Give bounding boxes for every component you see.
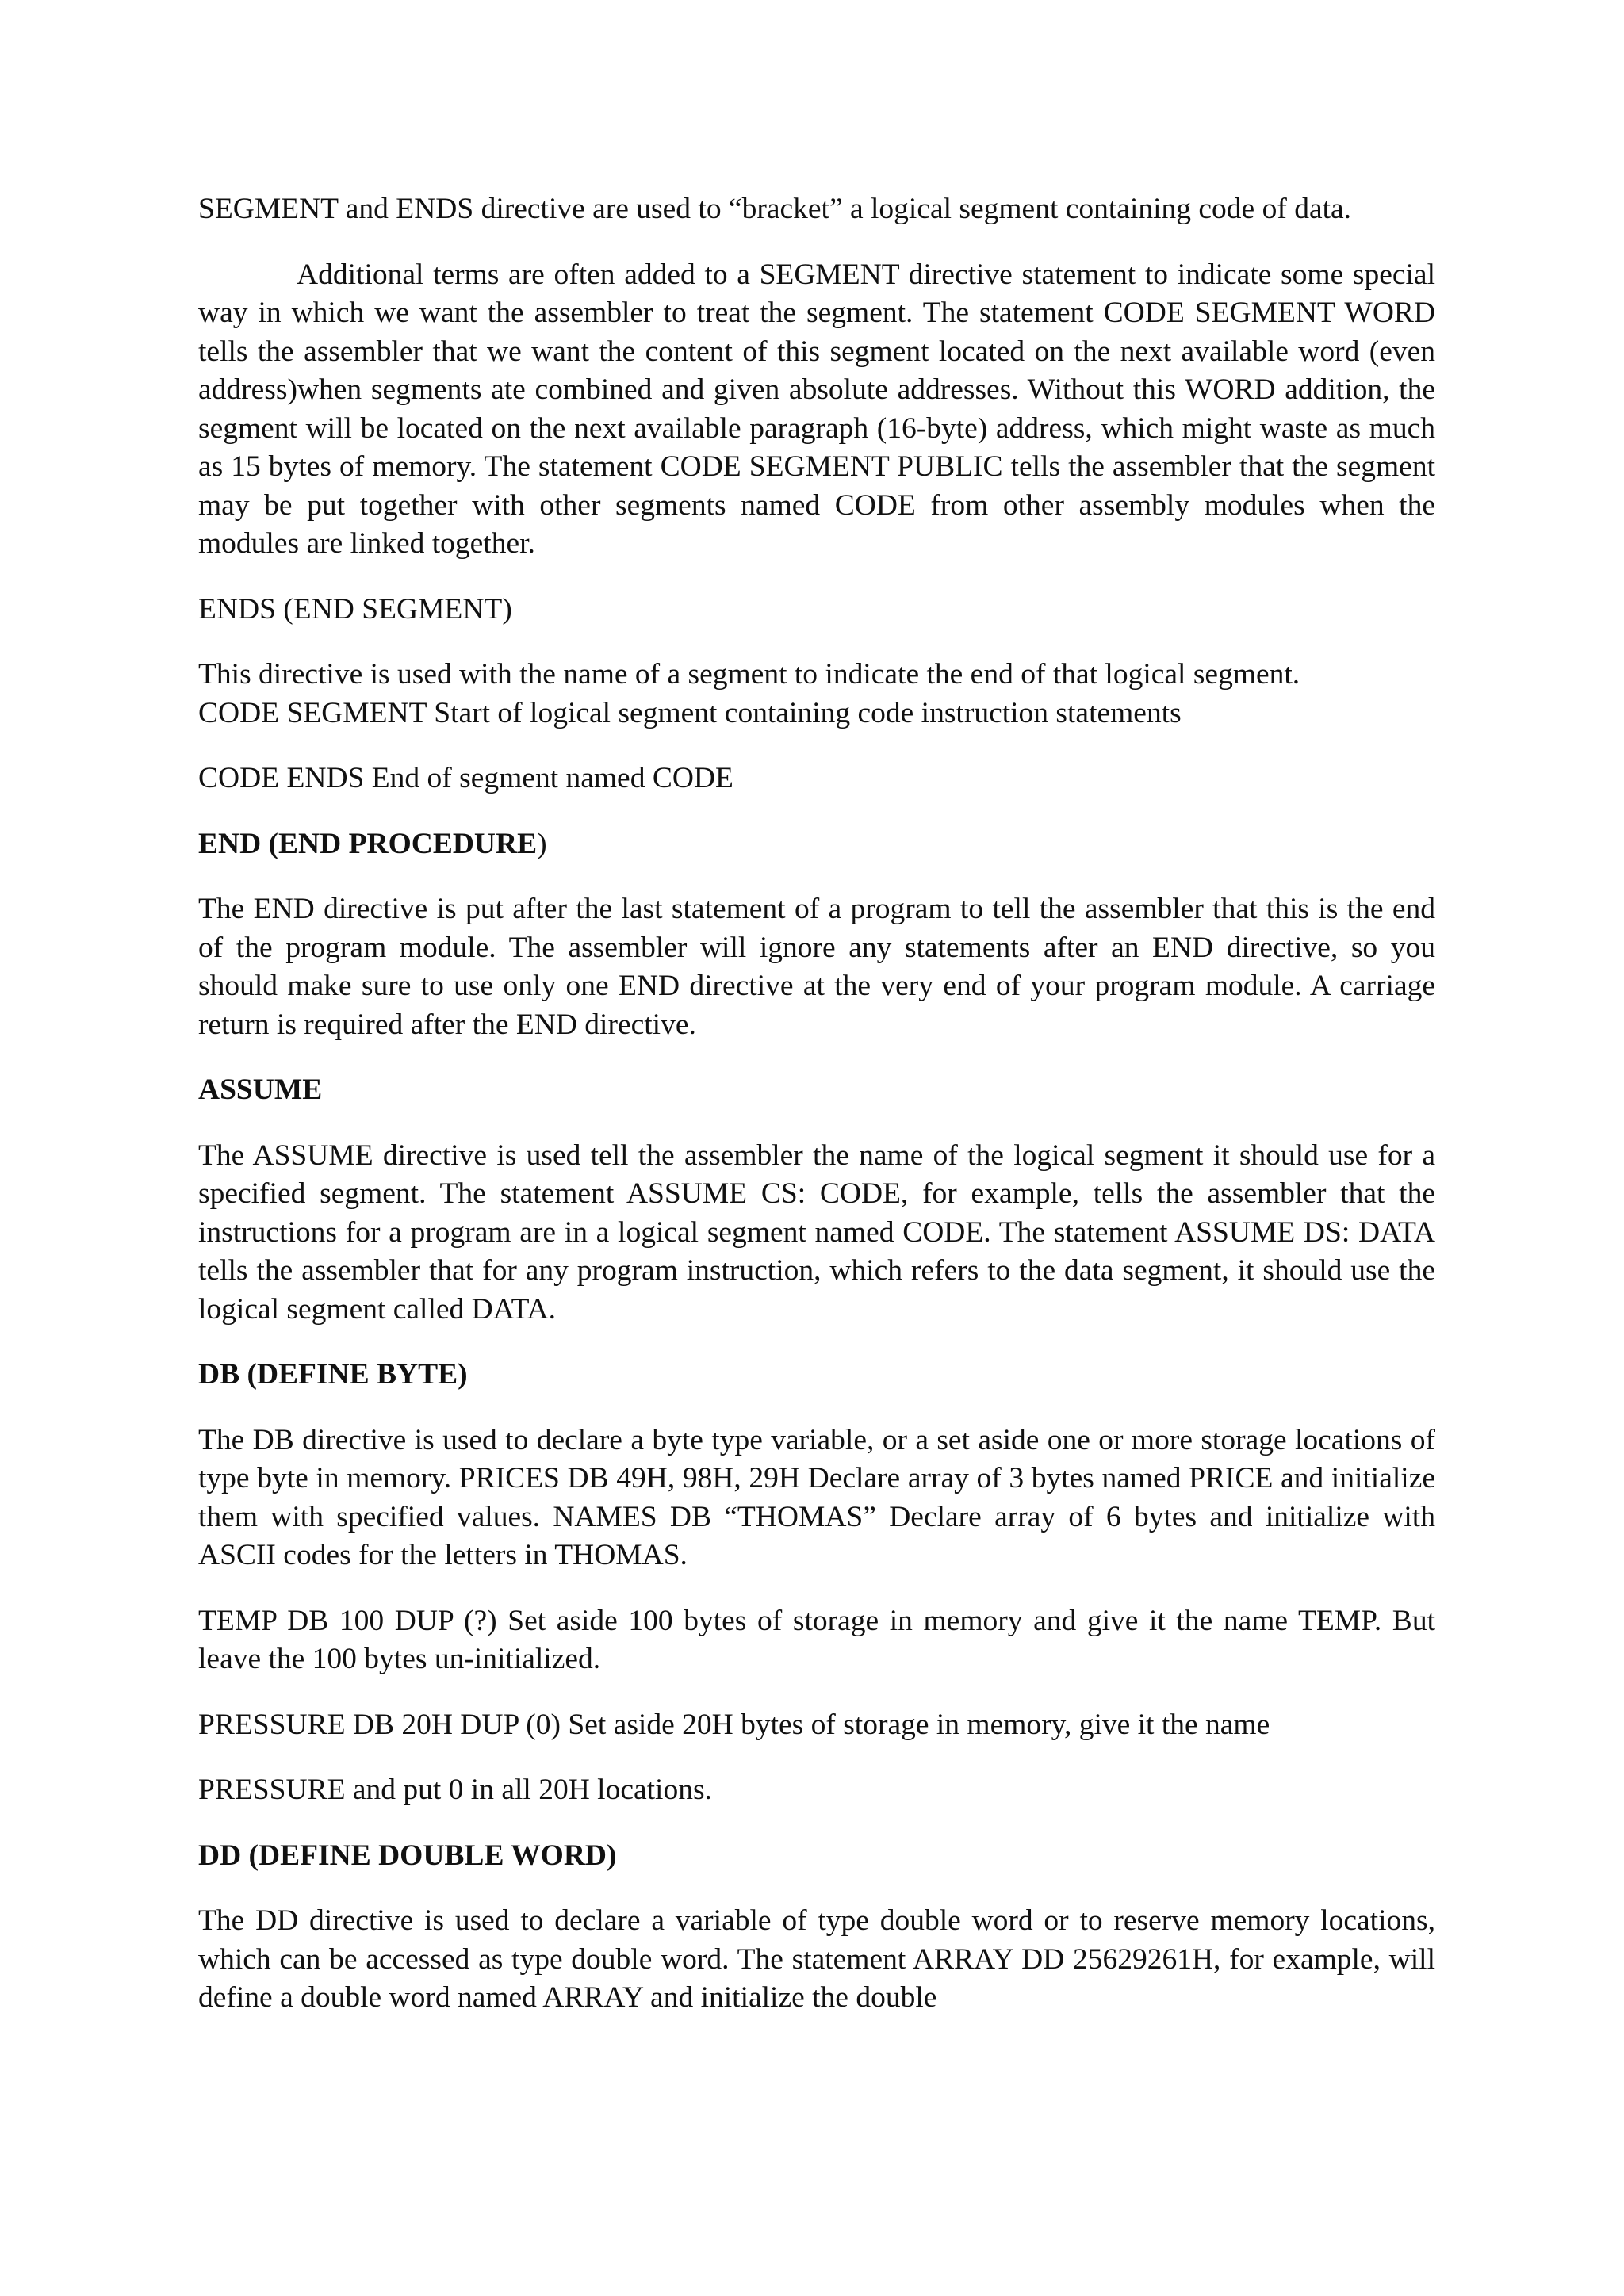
pressure-line-1: PRESSURE DB 20H DUP (0) Set aside 20H bytes of storage in memory, give it the name [198,1708,1270,1741]
dd-heading: DD (DEFINE DOUBLE WORD) [198,1839,617,1872]
temp-paragraph: TEMP DB 100 DUP (?) Set aside 100 bytes of storage in memory and give it the name TEMP. But leave the 100 bytes un-initialized. [198,1604,1435,1675]
pressure-line-2: PRESSURE and put 0 in all 20H locations. [198,1774,712,1806]
assume-paragraph: The ASSUME directive is used tell the assembler the name of the logical segment it should use for a specified segment. The statement ASSUME CS: CODE, for example, tells the assembler that the instructions for a program are in a logical segment named CODE. The statement ASSUME DS: DATA tells the assembler that for any program instruction, which refers to the data segment, it should use the logical segment called DATA. [198,1138,1435,1326]
dd-paragraph: The DD directive is used to declare a variable of type double word or to reserve memory locations, which can be accessed as type double word. The statement ARRAY DD 25629261H, for example, will define a double word named ARRAY and initialize the double [198,1904,1435,2014]
segment-options-paragraph: Additional terms are often added to a SEGMENT directive statement to indicate some special way in which we want the assembler to treat the segment. The statement CODE SEGMENT WORD tells the assembler that we want the content of this segment located on the next available word (even address)when segments ate combined and given absolute addresses. Without this WORD addition, the segment will be located on the next available paragraph (16-byte) address, which might waste as much as 15 bytes of memory. The statement CODE SEGMENT PUBLIC tells the assembler that the segment may be put together with other segments named CODE from other assembly modules when the modules are linked together. [198,258,1435,560]
end-heading-bold: END (END PROCEDURE [198,827,538,860]
document-page [198,190,1435,2045]
end-paragraph: The END directive is put after the last statement of a program to tell the assembler that this is the end of the program module. The assembler will ignore any statements after an END directive, so you should make sure to use only one END directive at the very end of your program module. A carriage return is required after the END directive. [198,893,1435,1041]
ends-example-1: CODE SEGMENT Start of logical segment containing code instruction statements [198,696,1182,729]
assume-heading: ASSUME [198,1073,323,1106]
intro-paragraph: SEGMENT and ENDS directive are used to “bracket” a logical segment containing code of data. [198,193,1352,225]
ends-description [198,656,1435,733]
db-heading: DB (DEFINE BYTE) [198,1358,468,1391]
end-heading [198,825,1435,864]
end-heading-tail: ) [537,827,547,860]
db-paragraph: The DB directive is used to declare a byte type variable, or a set aside one or more storage locations of type byte in memory. PRICES DB 49H, 98H, 29H Declare array of 3 bytes named PRICE and initialize them with specified values. NAMES DB “THOMAS” Declare array of 6 bytes and initialize with ASCII codes for the letters in THOMAS. [198,1423,1435,1571]
ends-example-2: CODE ENDS End of segment named CODE [198,762,733,794]
ends-heading: ENDS (END SEGMENT) [198,592,512,626]
ends-text: This directive is used with the name of a segment to indicate the end of that logical segment. [198,658,1300,691]
